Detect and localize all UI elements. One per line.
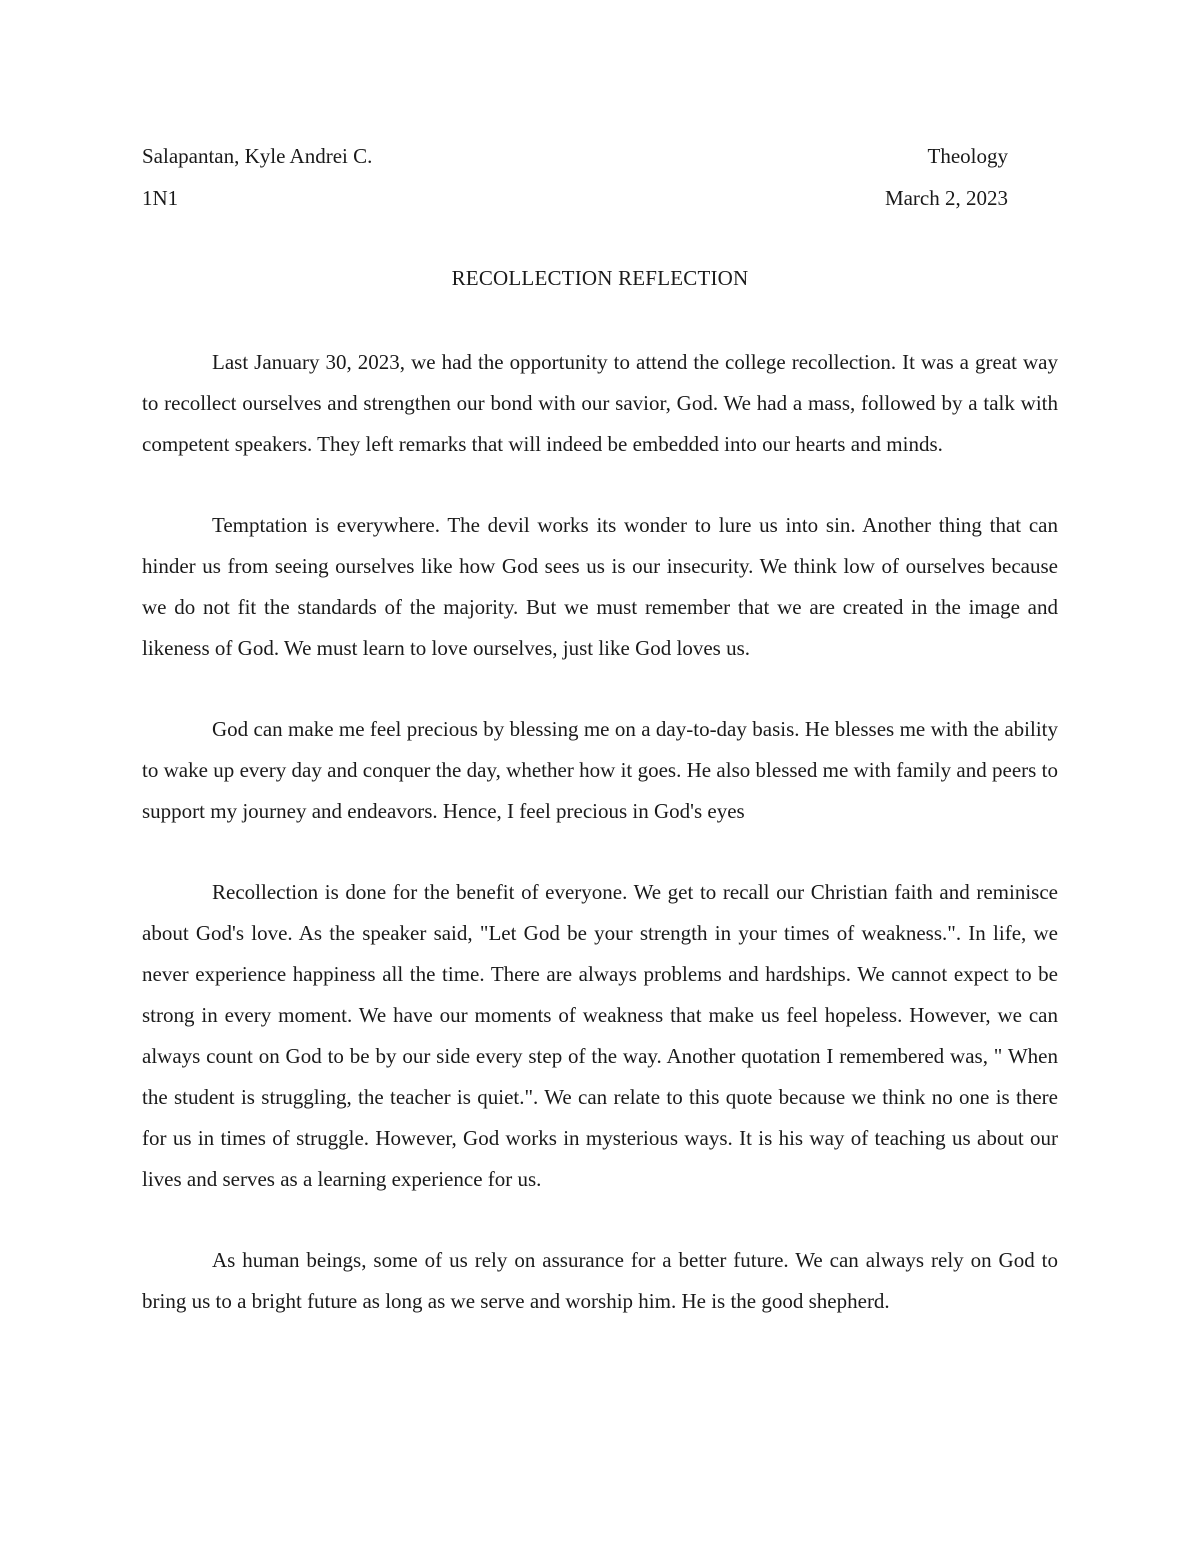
document-title: RECOLLECTION REFLECTION (451, 266, 749, 290)
header-row-1 (142, 142, 1008, 170)
paragraph-4: Recollection is done for the benefit of everyone. We get to recall our Christian faith and reminisce about God's love. As the speaker said, "Let God be your strength in your times of weakness.". In life, we never experience happiness all the time. There are always problems and hardships. We cannot expect to be strong in every moment. We have our moments of weakness that make us feel hopeless. However, we can always count on God to be by our side every step of the way. Another quotation I remembered was, " When the student is struggling, the teacher is quiet.". We can relate to this quote because we think no one is there for us in times of struggle. However, God works in mysterious ways. It is his way of teaching us about our lives and serves as a learning experience for us. (142, 880, 1058, 1191)
paragraph-2: Temptation is everywhere. The devil works its wonder to lure us into sin. Another thing that can hinder us from seeing ourselves like how God sees us is our insecurity. We think low of ourselves because we do not fit the standards of the majority. But we must remember that we are created in the image and likeness of God. We must learn to love ourselves, just like God loves us. (142, 513, 1058, 660)
header-row-2 (142, 184, 1008, 212)
document-body (142, 342, 1058, 1362)
student-name: Salapantan, Kyle Andrei C. (142, 144, 373, 168)
date: March 2, 2023 (884, 186, 1008, 210)
paragraph-3: God can make me feel precious by blessing me on a day-to-day basis. He blesses me with the ability to wake up every day and conquer the day, whether how it goes. He also blessed me with family and peers to support my journey and endeavors. Hence, I feel precious in God's eyes (142, 717, 1058, 823)
paragraph-5: As human beings, some of us rely on assurance for a better future. We can always rely on God to bring us to a bright future as long as we serve and worship him. He is the good shepherd. (142, 1248, 1058, 1313)
section: 1N1 (142, 186, 179, 210)
subject: Theology (927, 144, 1008, 168)
paragraph-1: Last January 30, 2023, we had the opportunity to attend the college recollection. It was a great way to recollect ourselves and strengthen our bond with our savior, God. We had a mass, followed by a talk with competent speakers. They left remarks that will indeed be embedded into our hearts and minds. (142, 350, 1058, 456)
